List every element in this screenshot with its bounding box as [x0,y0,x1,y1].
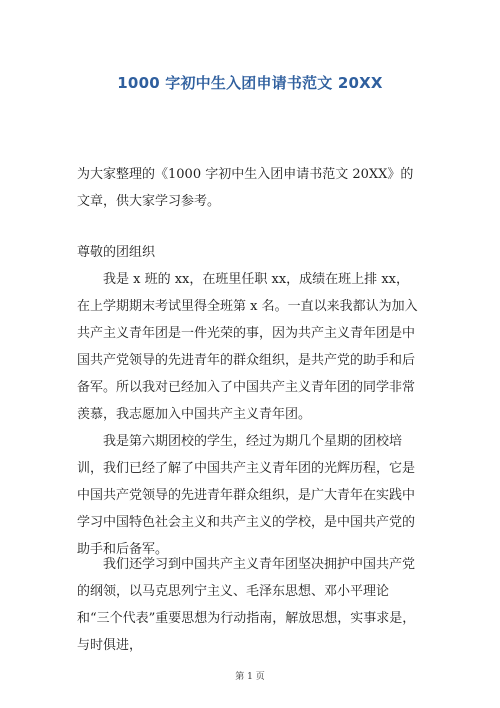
salutation: 尊敬的团组织 [77,245,156,260]
body-paragraph-1: 我是 x 班的 xx，在班里任职 xx，成绩在班上排 xx，在上学期期末考试里得全班第 x 名。一直以来我都认为加入共产主义青年团是一件光荣的事，因为共产主义青年团是中国共产党领导的先进青年的群众组织，是共产党的助手和后备军。所以我对已经加入了中国共产主义青年团的同学非常羡慕，我志愿加入中国共产主义青年团。 [77,272,418,422]
page-number-footer: 第 1 页 [235,672,265,682]
intro-paragraph: 为大家整理的《1000 字初中生入团申请书范文 20XX》的文章，供大家学习参考。 [77,167,414,209]
body-paragraph-3: 我们还学习到中国共产主义青年团坚决拥护中国共产党的纲领，以马克思列宁主义、毛泽东思想、邓小平理论 和“三个代表”重要思想为行动指南，解放思想，实事求是，与时俱进， [77,557,416,653]
body-paragraph-2: 我是第六期团校的学生，经过为期几个星期的团校培训，我们已经了解了中国共产主义青年团的光辉历程，它是中国共产党领导的先进青年群众组织，是广大青年在实践中学习中国特色社会主义和共产主义的学校，是中国共产党的助手和后备军。 [77,434,416,557]
document-title: 1000 字初中生入团申请书范文 20XX [117,74,383,92]
